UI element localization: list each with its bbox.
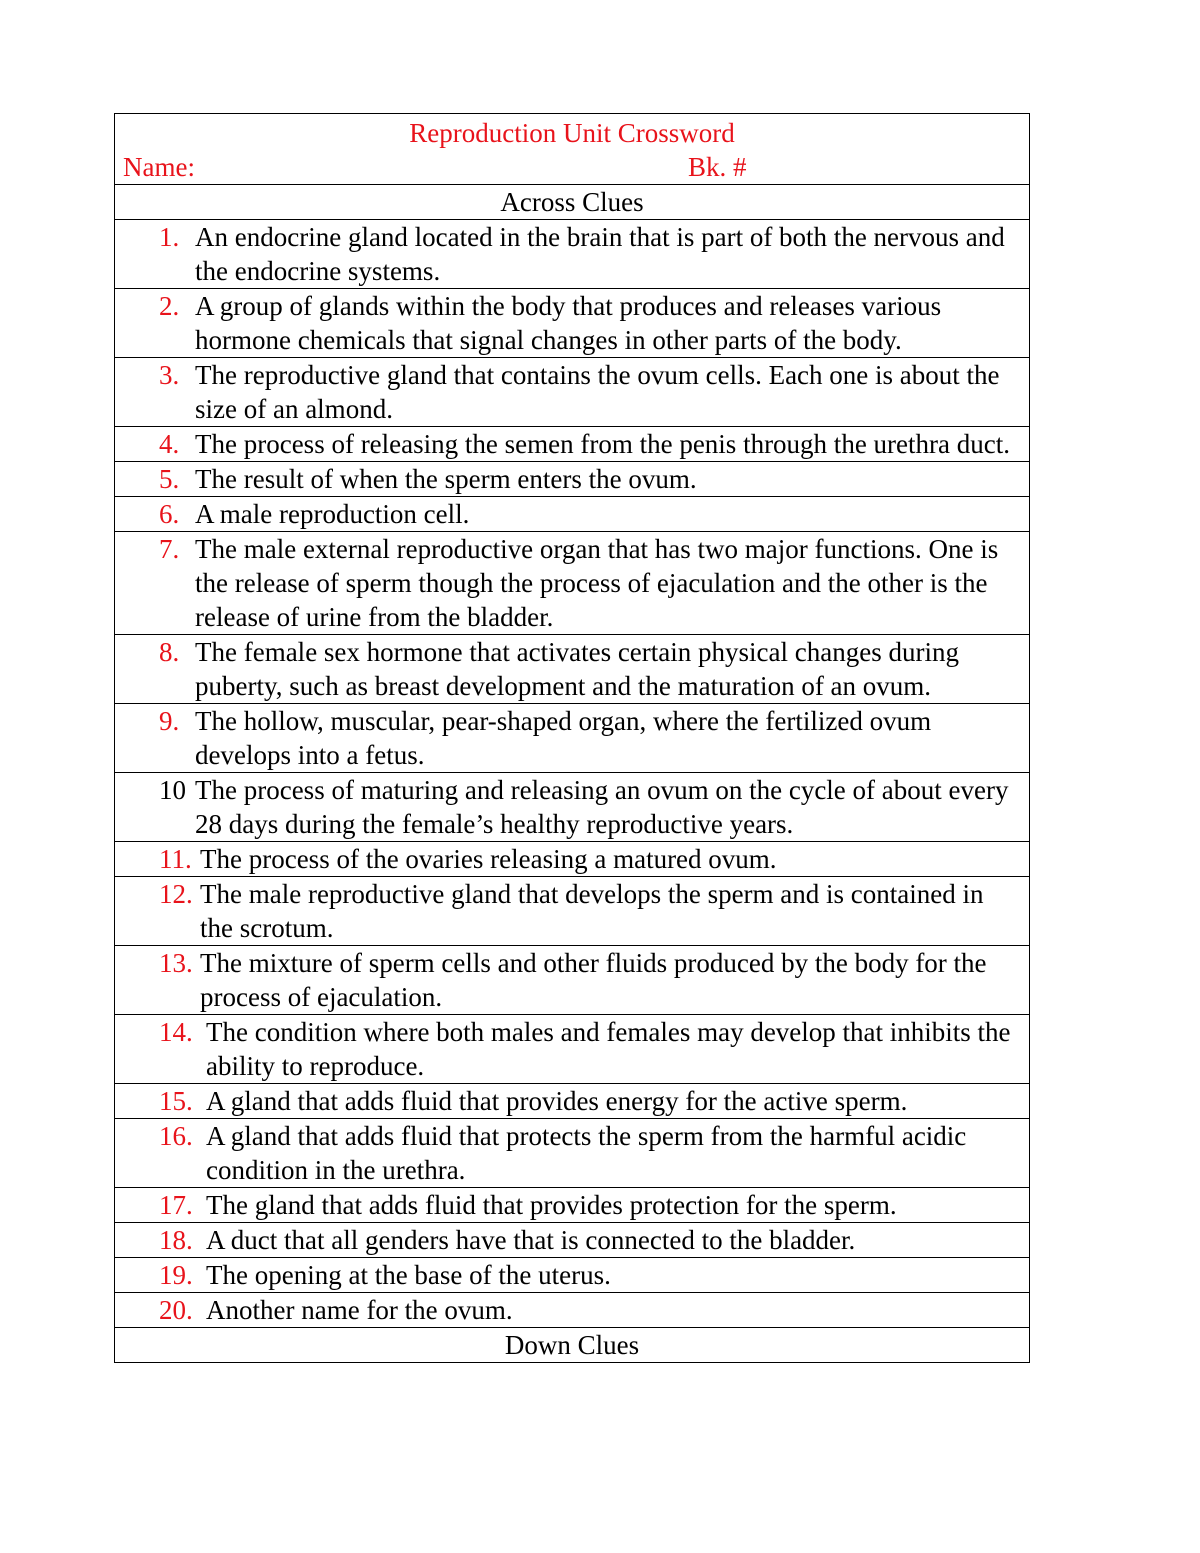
header-row bbox=[115, 114, 1030, 185]
name-bk-line bbox=[115, 150, 1029, 184]
clue-text: The process of maturing and releasing an ovum on the cycle of about every 28 days during the female’s healthy reproductive years. bbox=[195, 775, 1009, 839]
clue-text: The process of releasing the semen from the penis through the urethra duct. bbox=[195, 429, 1010, 459]
clue-cell bbox=[115, 220, 1030, 289]
clue-text: A male reproduction cell. bbox=[195, 499, 470, 529]
clue-number: 5. bbox=[159, 464, 180, 494]
down-clues-heading: Down Clues bbox=[115, 1328, 1030, 1363]
clue-row bbox=[115, 427, 1030, 462]
clue-number: 20. bbox=[159, 1295, 193, 1325]
clue-number: 15. bbox=[159, 1086, 193, 1116]
clue-row bbox=[115, 220, 1030, 289]
clue-cell bbox=[115, 1119, 1030, 1188]
clue-text: The male reproductive gland that develops the sperm and is contained in the scrotum. bbox=[200, 879, 984, 943]
clue-row bbox=[115, 1223, 1030, 1258]
clue-text: The process of the ovaries releasing a matured ovum. bbox=[200, 844, 777, 874]
clue-row bbox=[115, 1119, 1030, 1188]
clue-cell bbox=[115, 532, 1030, 635]
clue-text: An endocrine gland located in the brain that is part of both the nervous and the endocrine systems. bbox=[195, 222, 1005, 286]
clue-text: The hollow, muscular, pear-shaped organ, where the fertilized ovum develops into a fetus. bbox=[195, 706, 932, 770]
clue-number: 11. bbox=[159, 844, 192, 874]
clue-cell bbox=[115, 1223, 1030, 1258]
clue-text: The female sex hormone that activates certain physical changes during puberty, such as breast development and the maturation of an ovum. bbox=[195, 637, 959, 701]
clue-number: 12. bbox=[159, 879, 193, 909]
clue-row bbox=[115, 635, 1030, 704]
clue-cell bbox=[115, 497, 1030, 532]
clue-text: A duct that all genders have that is connected to the bladder. bbox=[206, 1225, 856, 1255]
clue-cell bbox=[115, 427, 1030, 462]
clue-number: 18. bbox=[159, 1225, 193, 1255]
clue-cell bbox=[115, 462, 1030, 497]
clue-cell bbox=[115, 289, 1030, 358]
clue-cell bbox=[115, 946, 1030, 1015]
clue-row bbox=[115, 462, 1030, 497]
clue-row bbox=[115, 289, 1030, 358]
clue-cell bbox=[115, 1015, 1030, 1084]
clue-cell bbox=[115, 1188, 1030, 1223]
clue-cell bbox=[115, 1258, 1030, 1293]
clue-text: Another name for the ovum. bbox=[206, 1295, 513, 1325]
clue-cell bbox=[115, 1084, 1030, 1119]
clue-number: 2. bbox=[159, 291, 180, 321]
clue-row bbox=[115, 1084, 1030, 1119]
clue-row bbox=[115, 1293, 1030, 1328]
clue-number: 1. bbox=[159, 222, 180, 252]
clue-cell bbox=[115, 1293, 1030, 1328]
clue-text: The male external reproductive organ that has two major functions. One is the release of sperm though the process of ejaculation and the other is the release of urine from the bladder. bbox=[195, 534, 999, 632]
clue-number: 8. bbox=[159, 637, 180, 667]
header-cell bbox=[115, 114, 1030, 185]
clue-cell bbox=[115, 877, 1030, 946]
clue-row bbox=[115, 1188, 1030, 1223]
clue-row bbox=[115, 773, 1030, 842]
clue-row bbox=[115, 1258, 1030, 1293]
clue-number: 9. bbox=[159, 706, 180, 736]
clue-row bbox=[115, 704, 1030, 773]
clue-row bbox=[115, 497, 1030, 532]
clue-number: 10 bbox=[159, 775, 186, 805]
crossword-clue-table bbox=[114, 113, 1030, 1363]
down-heading-row bbox=[115, 1328, 1030, 1363]
clue-number: 13. bbox=[159, 948, 193, 978]
clue-number: 4. bbox=[159, 429, 180, 459]
clue-text: The gland that adds fluid that provides protection for the sperm. bbox=[206, 1190, 897, 1220]
clue-text: The mixture of sperm cells and other fluids produced by the body for the process of ejaculation. bbox=[200, 948, 987, 1012]
clue-row bbox=[115, 358, 1030, 427]
across-heading-row bbox=[115, 185, 1030, 220]
clue-text: The result of when the sperm enters the ovum. bbox=[195, 464, 697, 494]
clue-cell bbox=[115, 704, 1030, 773]
clue-number: 7. bbox=[159, 534, 180, 564]
clue-row bbox=[115, 946, 1030, 1015]
clue-cell bbox=[115, 773, 1030, 842]
clue-row bbox=[115, 842, 1030, 877]
name-label: Name: bbox=[123, 152, 195, 182]
clue-number: 16. bbox=[159, 1121, 193, 1151]
clue-text: The condition where both males and females may develop that inhibits the ability to reproduce. bbox=[206, 1017, 1011, 1081]
clue-row bbox=[115, 532, 1030, 635]
clue-cell bbox=[115, 358, 1030, 427]
bk-label: Bk. # bbox=[688, 152, 747, 182]
clue-text: The opening at the base of the uterus. bbox=[206, 1260, 611, 1290]
clue-text: A gland that adds fluid that provides energy for the active sperm. bbox=[206, 1086, 908, 1116]
worksheet-title: Reproduction Unit Crossword bbox=[409, 118, 735, 148]
clue-number: 3. bbox=[159, 360, 180, 390]
clue-number: 14. bbox=[159, 1017, 193, 1047]
clue-text: A group of glands within the body that produces and releases various hormone chemicals that signal changes in other parts of the body. bbox=[195, 291, 942, 355]
across-clues-heading: Across Clues bbox=[115, 185, 1030, 220]
clue-cell bbox=[115, 842, 1030, 877]
clue-row bbox=[115, 877, 1030, 946]
clue-number: 17. bbox=[159, 1190, 193, 1220]
clue-text: The reproductive gland that contains the ovum cells. Each one is about the size of an almond. bbox=[195, 360, 1000, 424]
clue-number: 6. bbox=[159, 499, 180, 529]
clue-number: 19. bbox=[159, 1260, 193, 1290]
clue-text: A gland that adds fluid that protects the sperm from the harmful acidic condition in the urethra. bbox=[206, 1121, 967, 1185]
clue-row bbox=[115, 1015, 1030, 1084]
clue-cell bbox=[115, 635, 1030, 704]
